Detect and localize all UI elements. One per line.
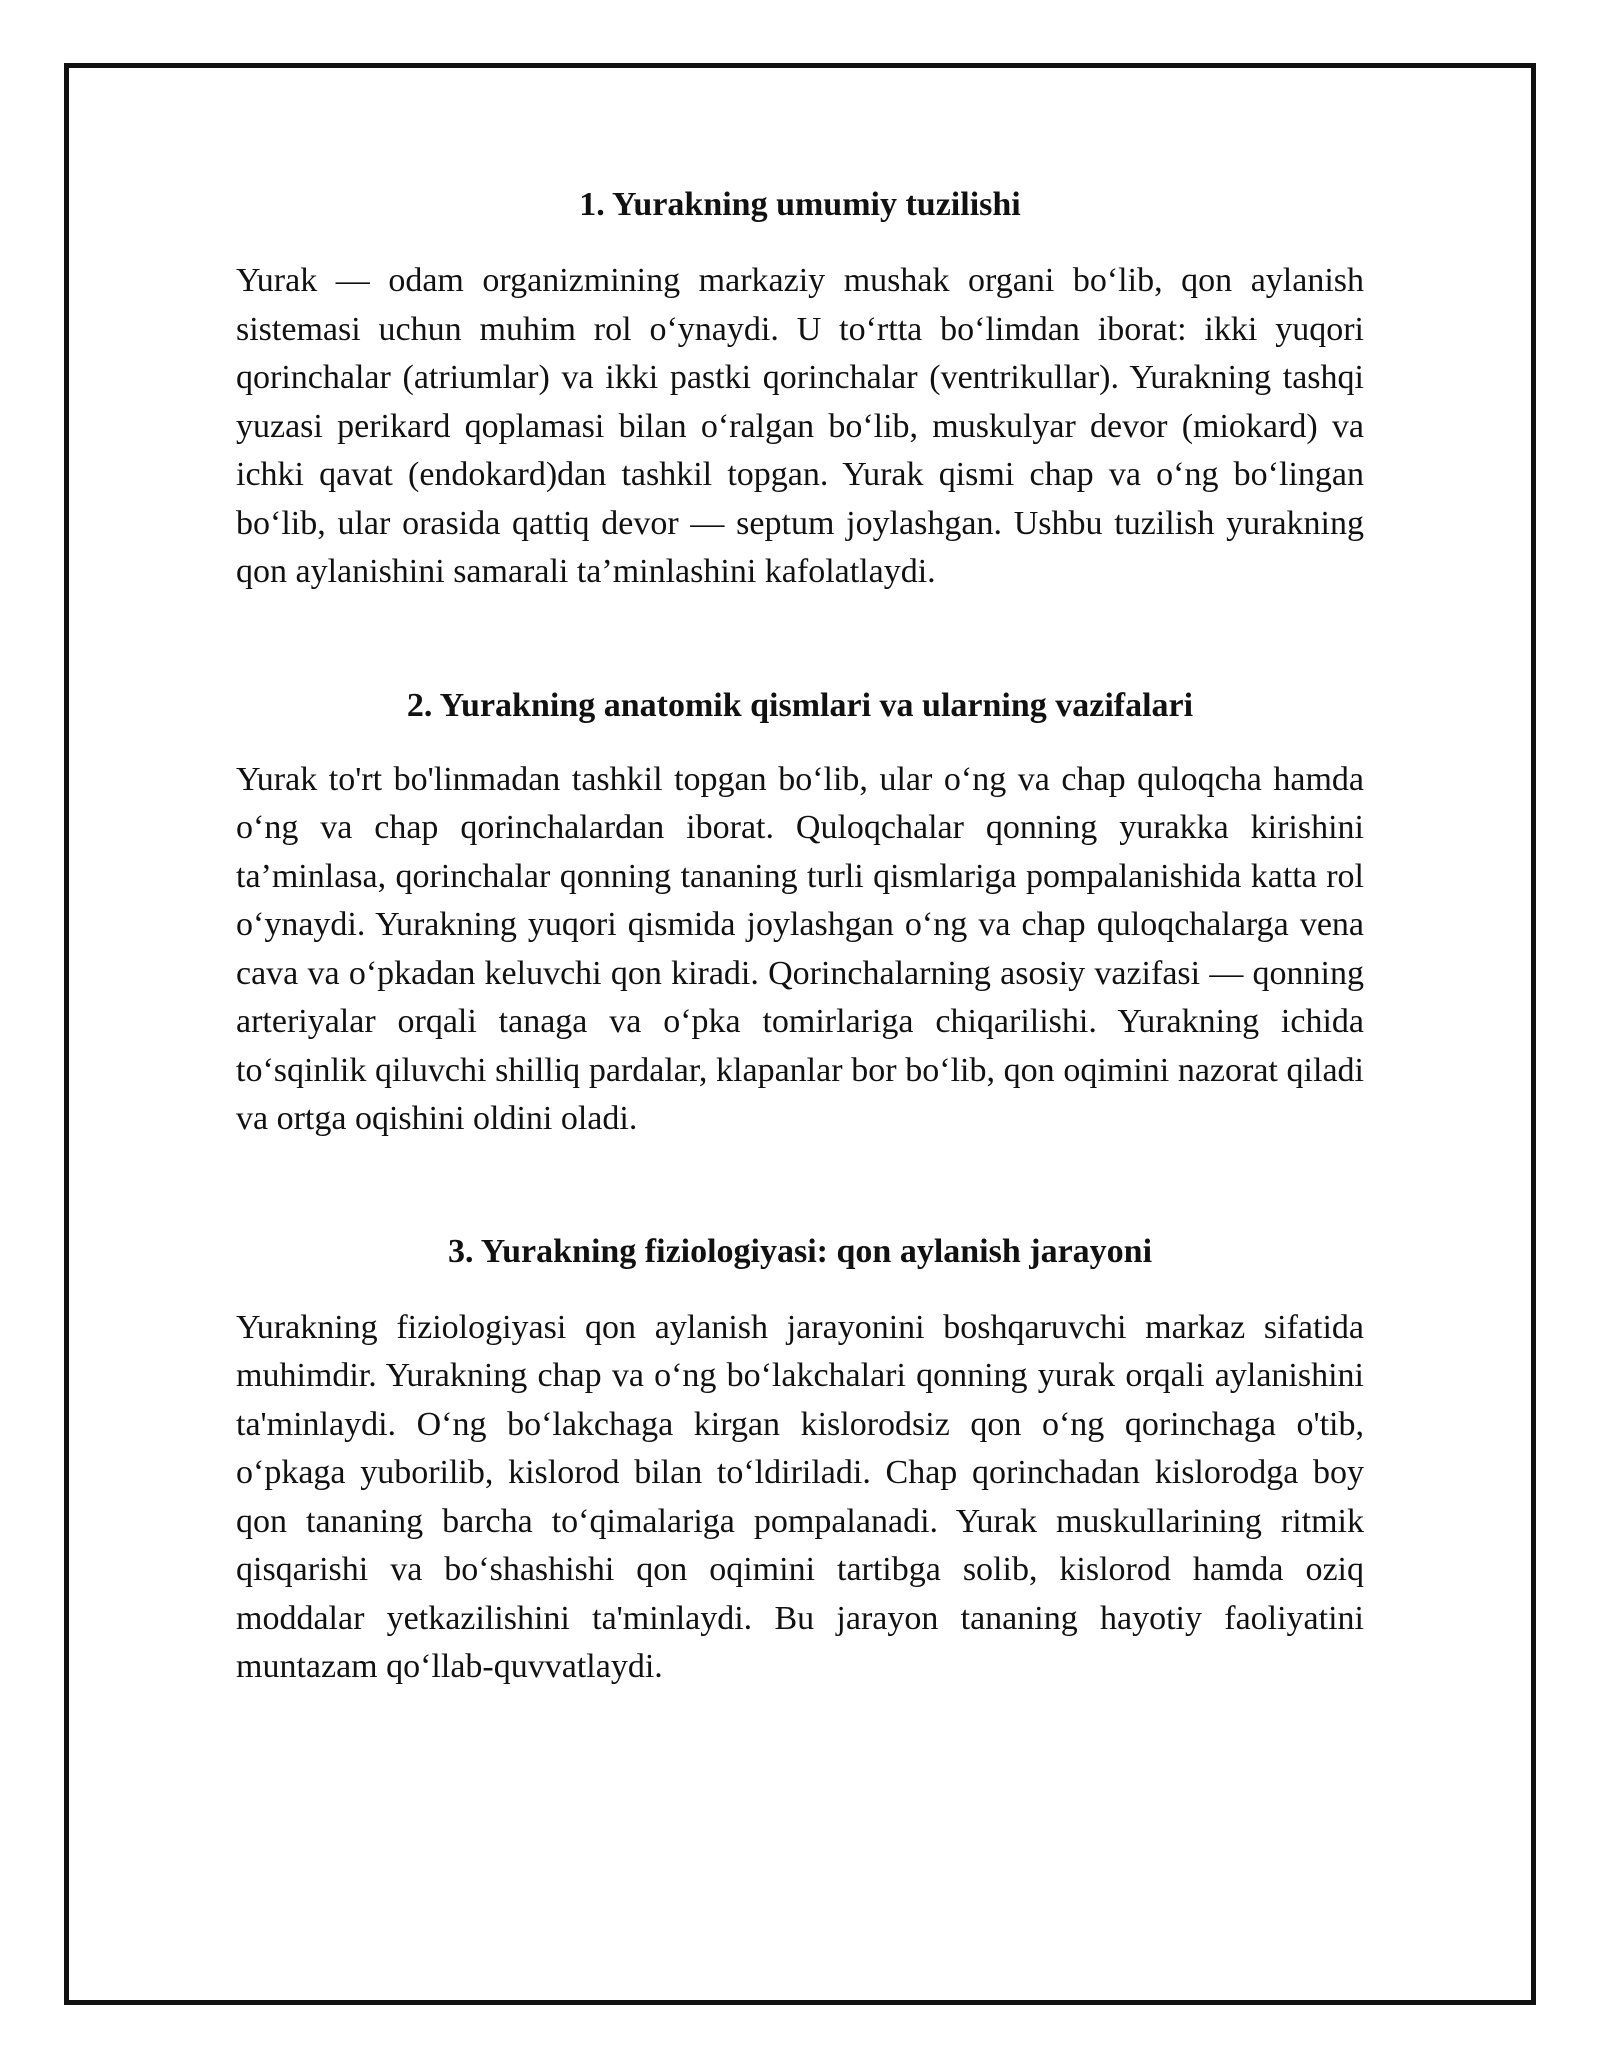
- section-paragraph: Yurakning fiziologiyasi qon aylanish jarayonini boshqaruvchi markaz sifatida muhimdir. Yurakning chap va o‘ng bo‘lakchalari qonning yurak orqali aylanishini ta'minlaydi. O‘ng bo‘lakchaga kirgan kislorodsiz qon o‘ng qorinchaga o'tib, o‘pkaga yuborilib, kislorod bilan to‘ldiriladi. Chap qorinchadan kislorodga boy qon tananing barcha to‘qimalariga pompalanadi. Yurak muskullarining ritmik qisqarishi va bo‘shashishi qon oqimini tartibga solib, kislorod hamda oziq moddalar yetkazilishini ta'minlaydi. Bu jarayon tananing hayotiy faoliyatini muntazam qo‘llab-quvvatlaydi.: [236, 1308, 1364, 1685]
- section-heading: 3. Yurakning fiziologiyasi: qon aylanish jarayoni: [447, 1232, 1153, 1270]
- section-heading: 2. Yurakning anatomik qismlari va ularning vazifalari: [406, 686, 1194, 724]
- section-paragraph: Yurak to'rt bo'linmadan tashkil topgan bo‘lib, ular o‘ng va chap quloqcha hamda o‘ng va chap qorinchalardan iborat. Quloqchalar qonning yurakka kirishini ta’minlasa, qorinchalar qonning tananing turli qismlariga pompalanishida katta rol o‘ynaydi. Yurakning yuqori qismida joylashgan o‘ng va chap quloqchalarga vena cava va o‘pkadan keluvchi qon kiradi. Qorinchalarning asosiy vazifasi — qonning arteriyalar orqali tanaga va o‘pka tomirlariga chiqarilishi. Yurakning ichida to‘sqinlik qiluvchi shilliq pardalar, klapanlar bor bo‘lib, qon oqimini nazorat qiladi va ortga oqishini oldini oladi.: [236, 760, 1364, 1137]
- section-general-structure: [236, 183, 1364, 597]
- section-paragraph: Yurak — odam organizmining markaziy mushak organi bo‘lib, qon aylanish sistemasi uchun muhim rol o‘ynaydi. U to‘rtta bo‘limdan iborat: ikki yuqori qorinchalar (atriumlar) va ikki pastki qorinchalar (ventrikullar). Yurakning tashqi yuzasi perikard qoplamasi bilan o‘ralgan bo‘lib, muskulyar devor (miokard) va ichki qavat (endokard)dan tashkil topgan. Yurak qismi chap va o‘ng bo‘lingan bo‘lib, ular orasida qattiq devor — septum joylashgan. Ushbu tuzilish yurakning qon aylanishini samarali ta’minlashini kafolatlaydi.: [236, 262, 1364, 590]
- section-heading: 1. Yurakning umumiy tuzilishi: [579, 186, 1021, 223]
- document-content: [236, 183, 1364, 1692]
- section-physiology: [236, 1230, 1364, 1692]
- section-anatomical-parts: [236, 684, 1364, 1144]
